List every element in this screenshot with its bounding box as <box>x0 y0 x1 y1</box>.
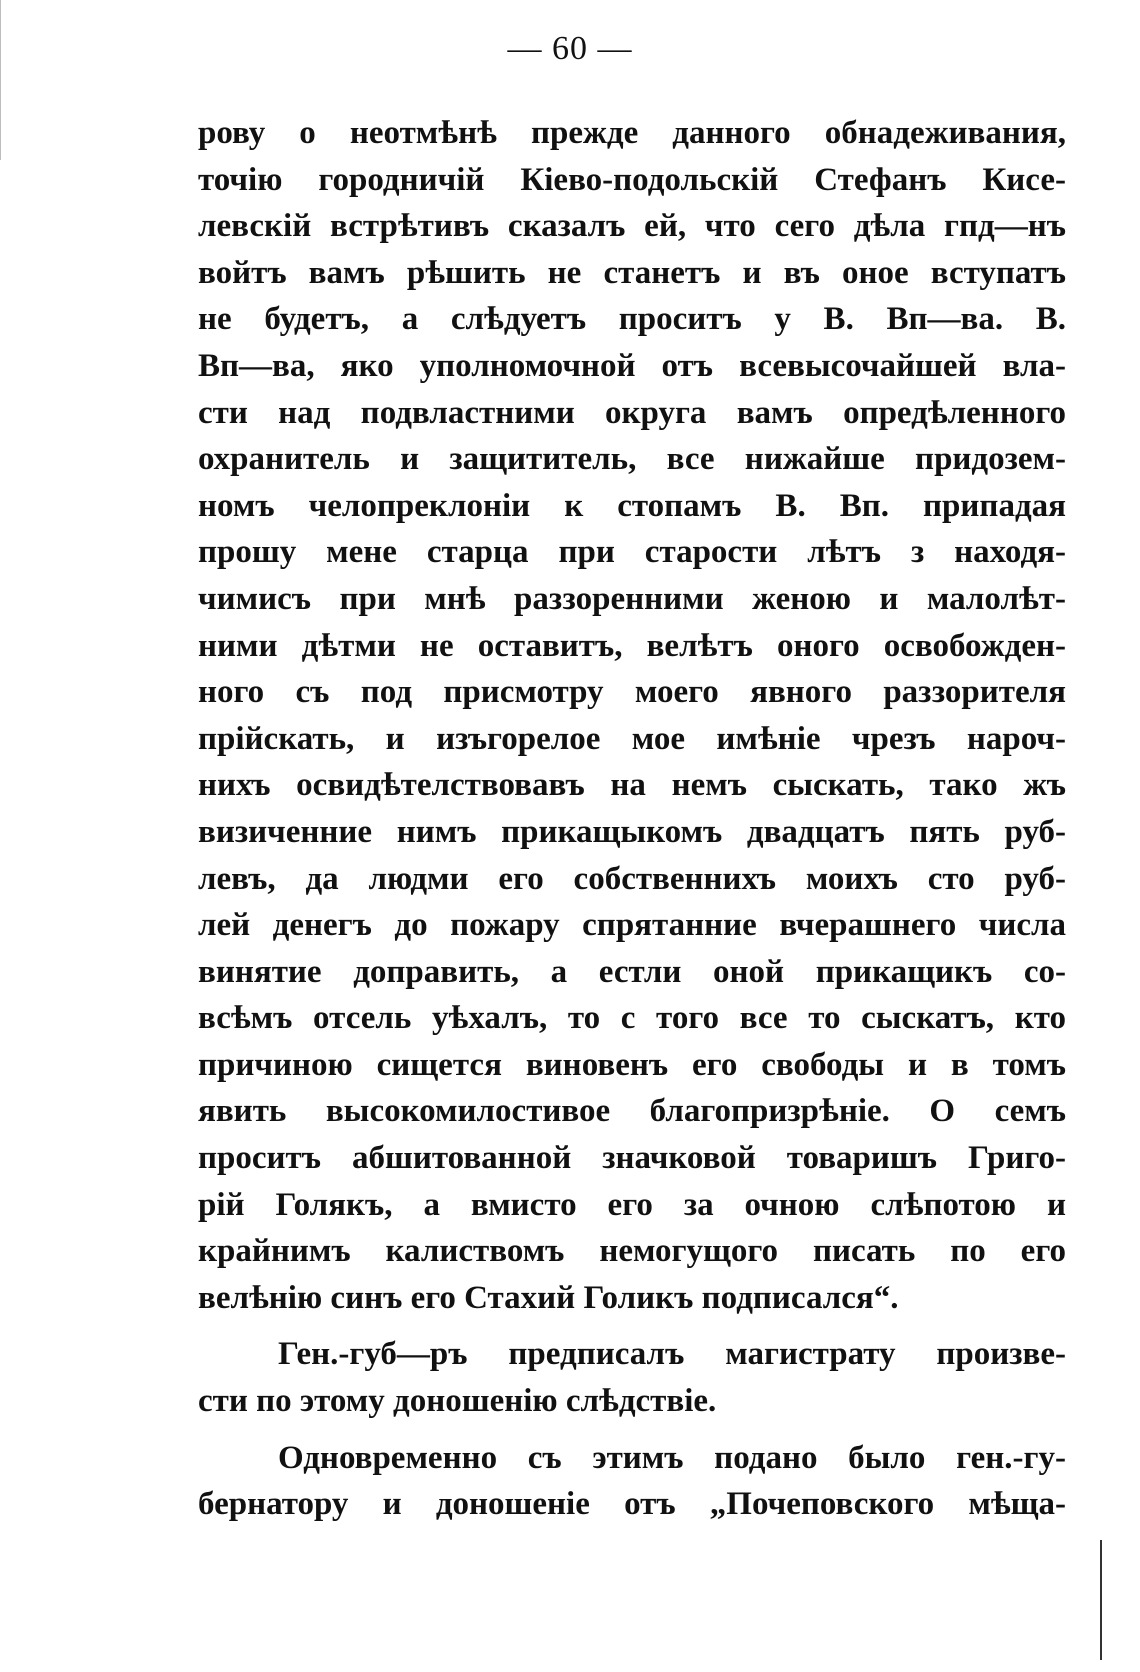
text-line: точію городничій Кіево-подольскій Стефанъ Кисе- <box>198 161 1066 198</box>
text-line: нихъ освидѣтелствовавъ на немъ сыскать, тако жъ <box>198 767 1066 804</box>
text-line: бернатору и доношеніе отъ „Почеповского мѣща- <box>198 1486 1066 1523</box>
text-line: крайнимъ калиствомъ немогущого писать по его <box>198 1233 1066 1270</box>
text-line: Ген.-губ—ръ предписалъ магистрату произве- <box>278 1336 1066 1373</box>
text-line: левъ, да людми его собственнихъ моихъ сто руб- <box>198 860 1066 897</box>
text-line: визиченние нимъ прикащыкомъ двадцатъ пять руб- <box>198 813 1066 850</box>
text-line: чимисъ при мнѣ раззоренними женою и малолѣт- <box>198 580 1066 617</box>
text-line: войтъ вамъ рѣшить не станетъ и въ оное вступатъ <box>198 254 1066 291</box>
text-line: проситъ абшитованной значковой товаришъ Григо- <box>198 1140 1066 1177</box>
text-line: ними дѣтми не оставитъ, велѣтъ оного освобожден- <box>198 627 1066 664</box>
text-line: номъ челопреклоніи к стопамъ В. Вп. припадая <box>198 487 1066 524</box>
text-line: рій Голякъ, а вмисто его за очною слѣпотою и <box>198 1186 1066 1223</box>
text-line: не будетъ, а слѣдуетъ проситъ у В. Вп—ва. В. <box>198 301 1066 338</box>
text-line: Одновременно съ этимъ подано было ген.-гу- <box>278 1439 1066 1476</box>
text-line: охранитель и защититель, все нижайше придозем- <box>198 441 1066 478</box>
text-line: прійскать, и изъгорелое мое имѣніе чрезъ нароч- <box>198 720 1066 757</box>
text-line: ного съ под присмотру моего явного раззорителя <box>198 674 1066 711</box>
text-line: левскій встрѣтивъ сказалъ ей, что сего дѣла гпд—нъ <box>198 208 1066 245</box>
text-line: винятие доправить, а естли оной прикащикъ со- <box>198 953 1066 990</box>
text-line: всѣмъ отсель уѣхалъ, то с того все то сыскатъ, кто <box>198 1000 1066 1037</box>
text-line: причиною сищется виновенъ его свободы и в томъ <box>198 1046 1066 1083</box>
text-line: сти по этому доношенію слѣдствіе. <box>198 1383 717 1420</box>
scan-edge-left <box>0 0 5 160</box>
body-text <box>198 110 1066 1528</box>
text-line: велѣнію синъ его Стахий Голикъ подписался“. <box>198 1279 899 1316</box>
text-line: прошу мене старца при старости лѣтъ з находя- <box>198 534 1066 571</box>
scan-edge-right <box>1100 1540 1102 1660</box>
text-line: рову о неотмѣнѣ прежде данного обнадеживания, <box>198 115 1066 151</box>
text-line: лей денегъ до пожару спрятанние вчерашнего числа <box>198 907 1066 944</box>
paragraph-3 <box>198 1435 1066 1528</box>
page-number: — 60 — <box>507 30 633 67</box>
text-line: явить высокомилостивое благопризрѣніе. О семъ <box>198 1093 1066 1130</box>
paragraph-2 <box>198 1331 1066 1424</box>
text-line: сти над подвластними округа вамъ опредѣленного <box>198 394 1066 431</box>
text-line: Вп—ва, яко уполномочной отъ всевысочайшей вла- <box>198 347 1066 384</box>
paragraph-1 <box>198 110 1066 1321</box>
